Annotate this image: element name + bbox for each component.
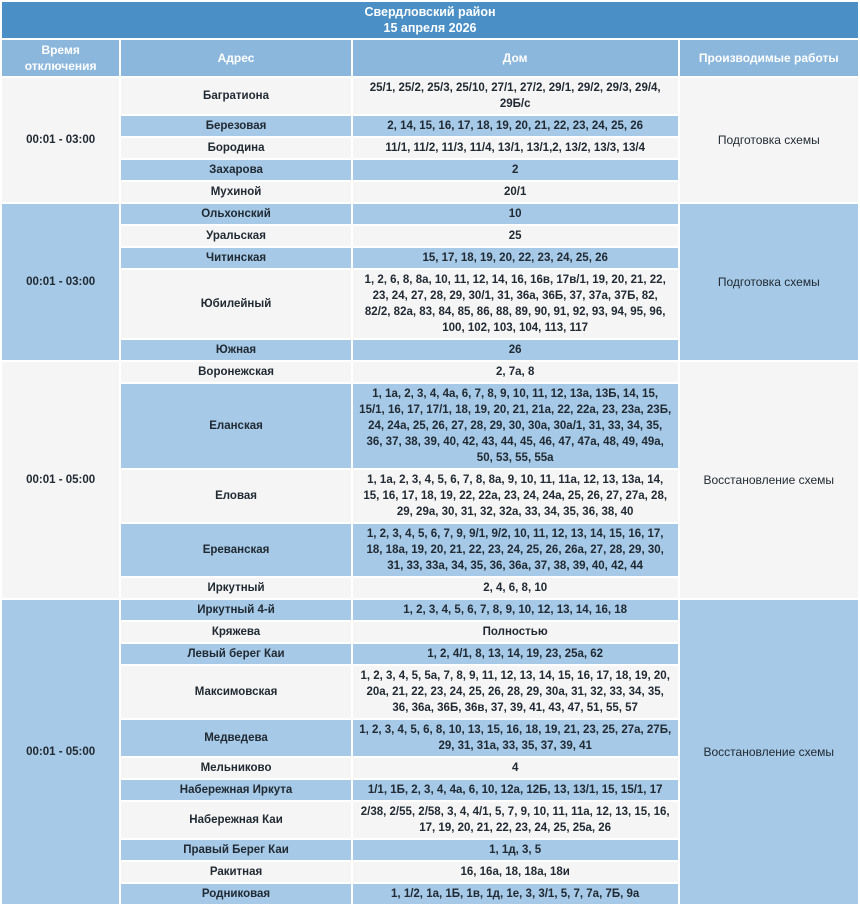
address-cell: Еловая <box>121 470 351 522</box>
house-cell: 25 <box>353 226 678 246</box>
column-header-house: Дом <box>353 40 678 76</box>
house-cell: 25/1, 25/2, 25/3, 25/10, 27/1, 27/2, 29/1, 29/2, 29/3, 29/4, 29Б/с <box>353 78 678 114</box>
address-cell: Правый Берег Каи <box>121 840 351 860</box>
house-cell: Полностью <box>353 622 678 642</box>
house-cell: 2/38, 2/55, 2/58, 3, 4, 4/1, 5, 7, 9, 10, 11, 11а, 12, 13, 15, 16, 17, 19, 20, 21, 22, 23, 24, 25, 25а, 26 <box>353 802 678 838</box>
house-cell: 2 <box>353 160 678 180</box>
address-cell: Бородина <box>121 138 351 158</box>
table-row <box>2 362 858 382</box>
house-cell: 1, 1д, 3, 5 <box>353 840 678 860</box>
column-header-works: Производимые работы <box>680 40 858 76</box>
house-cell: 1, 2, 6, 8, 8а, 10, 11, 12, 14, 16, 16в, 17в/1, 19, 20, 21, 22, 23, 24, 27, 28, 29, 30/1, 31, 36а, 36Б, 37, 37а, 37Б, 82, 82/2, 82а, 83, 84, 85, 86, 88, 89, 90, 91, 92, 93, 94, 95, 96, 100, 102, 103, 104, 113, 117 <box>353 270 678 338</box>
table-row <box>2 600 858 620</box>
date-subtitle: 15 апреля 2026 <box>383 21 477 35</box>
house-cell: 1, 2, 3, 4, 5, 6, 7, 8, 9, 10, 12, 13, 14, 16, 18 <box>353 600 678 620</box>
house-cell: 2, 4, 6, 8, 10 <box>353 578 678 598</box>
house-cell: 2, 7а, 8 <box>353 362 678 382</box>
house-cell: 1, 1а, 2, 3, 4, 4а, 6, 7, 8, 9, 10, 11, 12, 13а, 13Б, 14, 15, 15/1, 16, 17, 17/1, 18, 19, 20, 21, 21а, 22, 22а, 23, 23а, 23Б, 24, 24а, 25, 26, 27, 28, 29, 30, 30а, 30а/1, 31, 33, 34, 35, 36, 37, 38, 39, 40, 42, 43, 44, 45, 46, 47, 47а, 48, 49, 49а, 50, 53, 55, 55а <box>353 384 678 468</box>
house-cell: 11/1, 11/2, 11/3, 11/4, 13/1, 13/1,2, 13/2, 13/3, 13/4 <box>353 138 678 158</box>
address-cell: Ольхонский <box>121 204 351 224</box>
address-cell: Медведева <box>121 720 351 756</box>
house-cell: 1/1, 1Б, 2, 3, 4, 4а, 6, 10, 12а, 12Б, 13, 13/1, 15, 15/1, 17 <box>353 780 678 800</box>
address-cell: Набережная Иркута <box>121 780 351 800</box>
house-cell: 1, 1а, 2, 3, 4, 5, 6, 7, 8, 8а, 9, 10, 11, 11а, 12, 13, 13а, 14, 15, 16, 17, 18, 19, 22, 22а, 23, 24, 24а, 25, 26, 27, 27а, 28, 29, 29а, 30, 31, 32, 32а, 33, 34, 35, 36, 38, 40 <box>353 470 678 522</box>
time-cell: 00:01 - 03:00 <box>2 78 119 202</box>
house-cell: 1, 2, 4/1, 8, 13, 14, 19, 23, 25а, 62 <box>353 644 678 664</box>
address-cell: Родниковая <box>121 884 351 904</box>
work-cell: Восстановление схемы <box>680 362 858 598</box>
address-cell: Захарова <box>121 160 351 180</box>
table-title-row <box>2 2 858 38</box>
address-cell: Южная <box>121 340 351 360</box>
address-cell: Воронежская <box>121 362 351 382</box>
address-cell: Ракитная <box>121 862 351 882</box>
table-row <box>2 204 858 224</box>
address-cell: Левый берег Каи <box>121 644 351 664</box>
table-title <box>2 2 858 38</box>
address-cell: Юбилейный <box>121 270 351 338</box>
work-cell: Подготовка схемы <box>680 204 858 360</box>
address-cell: Иркутный <box>121 578 351 598</box>
house-cell: 16, 16а, 18, 18а, 18и <box>353 862 678 882</box>
house-cell: 15, 17, 18, 19, 20, 22, 23, 24, 25, 26 <box>353 248 678 268</box>
address-cell: Багратиона <box>121 78 351 114</box>
column-header-time: Время отключения <box>2 40 119 76</box>
house-cell: 20/1 <box>353 182 678 202</box>
column-header-row <box>2 40 858 76</box>
column-header-address: Адрес <box>121 40 351 76</box>
house-cell: 1, 2, 3, 4, 5, 6, 7, 9, 9/1, 9/2, 10, 11, 12, 13, 14, 15, 16, 17, 18, 18а, 19, 20, 21, 22, 23, 24, 25, 26, 26а, 27, 28, 29, 30, 31, 33, 33а, 34, 35, 36, 36а, 37, 38, 39, 40, 42, 44 <box>353 524 678 576</box>
address-cell: Мельниково <box>121 758 351 778</box>
address-cell: Читинская <box>121 248 351 268</box>
time-cell: 00:01 - 05:00 <box>2 600 119 904</box>
house-cell: 4 <box>353 758 678 778</box>
address-cell: Набережная Каи <box>121 802 351 838</box>
time-cell: 00:01 - 03:00 <box>2 204 119 360</box>
house-cell: 1, 1/2, 1а, 1Б, 1в, 1д, 1е, 3, 3/1, 5, 7, 7а, 7Б, 9а <box>353 884 678 904</box>
work-cell: Восстановление схемы <box>680 600 858 904</box>
address-cell: Уральская <box>121 226 351 246</box>
house-cell: 10 <box>353 204 678 224</box>
work-cell: Подготовка схемы <box>680 78 858 202</box>
address-cell: Иркутный 4-й <box>121 600 351 620</box>
house-cell: 1, 2, 3, 4, 5, 6, 8, 10, 13, 15, 16, 18, 19, 21, 23, 25, 27а, 27Б, 29, 31, 31а, 33, 35, 37, 39, 41 <box>353 720 678 756</box>
house-cell: 26 <box>353 340 678 360</box>
address-cell: Еланская <box>121 384 351 468</box>
address-cell: Ереванская <box>121 524 351 576</box>
time-cell: 00:01 - 05:00 <box>2 362 119 598</box>
house-cell: 1, 2, 3, 4, 5, 5а, 7, 8, 9, 11, 12, 13, 14, 15, 16, 17, 18, 19, 20, 20а, 21, 22, 23, 24, 25, 26, 28, 29, 30а, 31, 32, 33, 34, 35, 36, 36а, 36Б, 36в, 37, 39, 41, 43, 47, 51, 55, 57 <box>353 666 678 718</box>
address-cell: Кряжева <box>121 622 351 642</box>
district-title: Свердловский район <box>364 5 496 19</box>
address-cell: Мухиной <box>121 182 351 202</box>
table-row <box>2 78 858 114</box>
address-cell: Березовая <box>121 116 351 136</box>
house-cell: 2, 14, 15, 16, 17, 18, 19, 20, 21, 22, 23, 24, 25, 26 <box>353 116 678 136</box>
address-cell: Максимовская <box>121 666 351 718</box>
